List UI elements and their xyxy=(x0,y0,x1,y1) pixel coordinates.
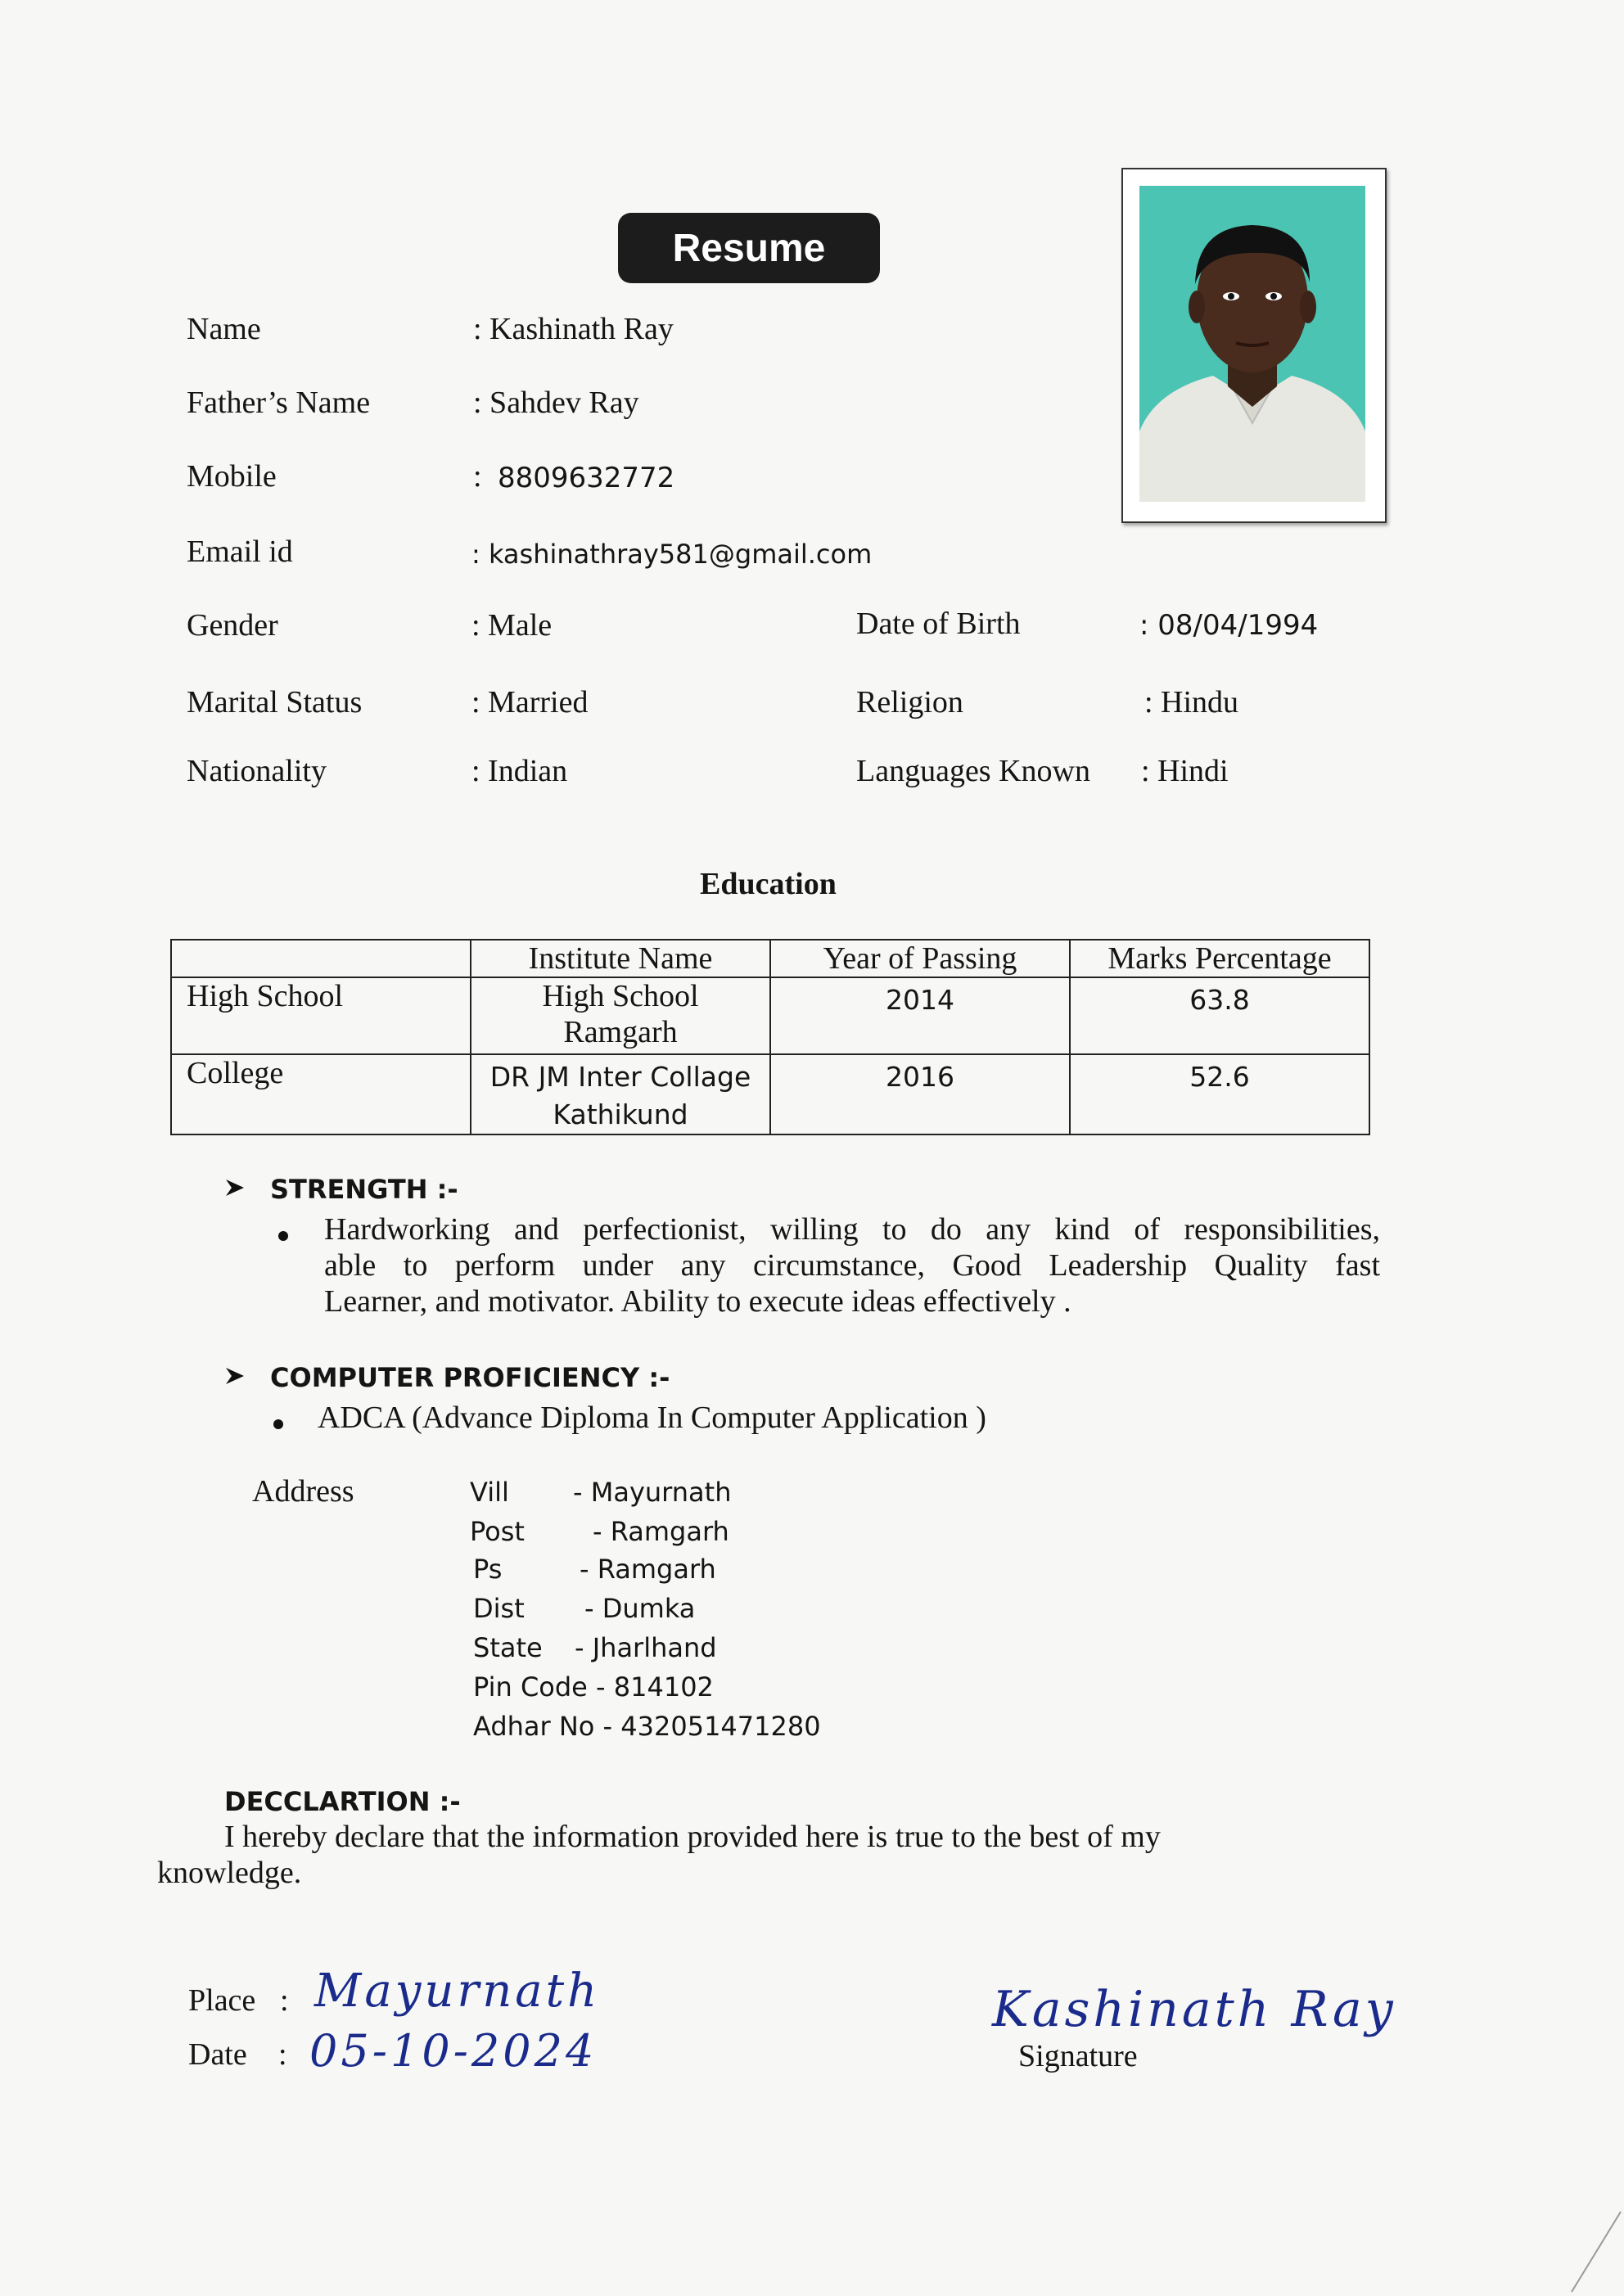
date-handwritten: 05-10-2024 xyxy=(309,2025,598,2077)
profile-photo xyxy=(1121,168,1387,523)
bullet-icon xyxy=(278,1231,288,1241)
computer-proficiency-heading: COMPUTER PROFICIENCY :- xyxy=(270,1362,670,1393)
father-name-label: Father’s Name xyxy=(187,386,371,420)
table-cell-level: High School xyxy=(171,977,471,1054)
signature-handwritten: Kashinath Ray xyxy=(992,1981,1396,2038)
address-ps-value: - Ramgarh xyxy=(580,1554,716,1585)
strength-text xyxy=(324,1211,1380,1319)
arrow-bullet-icon xyxy=(224,1177,246,1202)
gender-label: Gender xyxy=(187,608,278,643)
institute-line: DR JM Inter Collage xyxy=(489,1061,751,1093)
nationality-label: Nationality xyxy=(187,754,327,788)
table-cell-year: 2014 xyxy=(770,977,1070,1054)
languages-value: : Hindi xyxy=(1141,754,1229,788)
dob-label: Date of Birth xyxy=(856,607,1021,641)
address-ps-label: Ps xyxy=(473,1554,503,1585)
strength-line: able to perform under any circumstance, Good Leadership Quality fast xyxy=(324,1248,1380,1283)
table-cell-marks: 52.6 xyxy=(1070,1054,1369,1134)
address-vill-value: - Mayurnath xyxy=(573,1477,732,1508)
table-row xyxy=(171,1054,1369,1134)
address-state-label: State xyxy=(473,1632,543,1663)
computer-proficiency-item: ADCA (Advance Diploma In Computer Application ) xyxy=(318,1401,986,1435)
strength-heading: STRENGTH :- xyxy=(270,1174,458,1205)
institute-line: High School xyxy=(542,979,699,1013)
bullet-icon xyxy=(273,1419,283,1429)
email-label: Email id xyxy=(187,535,293,569)
declaration-line: I hereby declare that the information provided here is true to the best of my xyxy=(224,1820,1161,1854)
table-header-cell: Marks Percentage xyxy=(1070,940,1369,977)
address-dist-label: Dist xyxy=(473,1593,525,1624)
languages-label: Languages Known xyxy=(856,754,1090,788)
address-post-value: - Ramgarh xyxy=(593,1516,729,1547)
address-label: Address xyxy=(252,1474,354,1509)
place-handwritten: Mayurnath xyxy=(314,1964,601,2018)
education-heading: Education xyxy=(700,867,837,901)
mobile-colon: : xyxy=(473,459,482,494)
table-row xyxy=(171,977,1369,1054)
father-name-value: : Sahdev Ray xyxy=(473,386,639,420)
religion-value: : Hindu xyxy=(1144,685,1239,719)
table-header-cell: Year of Passing xyxy=(770,940,1070,977)
profile-photo-image xyxy=(1139,186,1365,502)
table-cell-level: College xyxy=(171,1054,471,1134)
education-table xyxy=(170,939,1370,1135)
mobile-value: 8809632772 xyxy=(498,462,675,494)
name-value: : Kashinath Ray xyxy=(473,312,674,346)
strength-line: Hardworking and perfectionist, willing to do any kind of responsibilities, xyxy=(324,1212,1380,1247)
date-label: Date xyxy=(188,2037,247,2072)
signature-label: Signature xyxy=(1018,2039,1138,2073)
email-value: : kashinathray581@gmail.com xyxy=(471,539,873,570)
date-colon: : xyxy=(278,2037,287,2072)
dob-value: : 08/04/1994 xyxy=(1139,609,1319,642)
table-header-row xyxy=(171,940,1369,977)
table-cell-institute xyxy=(471,977,770,1054)
address-state-value: - Jharlhand xyxy=(575,1632,717,1663)
table-cell-year: 2016 xyxy=(770,1054,1070,1134)
address-adhar-no: Adhar No - 432051471280 xyxy=(473,1711,821,1742)
page-fold-decoration xyxy=(1555,2210,1624,2296)
resume-title-badge xyxy=(618,213,880,283)
table-header-cell xyxy=(171,940,471,977)
address-dist-value: - Dumka xyxy=(584,1593,696,1624)
table-cell-institute xyxy=(471,1054,770,1134)
strength-line: Learner, and motivator. Ability to execute ideas effectively . xyxy=(324,1284,1071,1319)
mobile-label: Mobile xyxy=(187,459,277,494)
resume-title: Resume xyxy=(672,226,826,270)
address-pin-code: Pin Code - 814102 xyxy=(473,1671,714,1703)
nationality-value: : Indian xyxy=(471,754,568,788)
gender-value: : Male xyxy=(471,608,553,643)
marital-status-label: Marital Status xyxy=(187,685,363,719)
institute-line: Kathikund xyxy=(553,1098,688,1130)
table-header-cell: Institute Name xyxy=(471,940,770,977)
place-colon: : xyxy=(280,1983,289,2018)
name-label: Name xyxy=(187,312,261,346)
table-cell-marks: 63.8 xyxy=(1070,977,1369,1054)
declaration-line: knowledge. xyxy=(157,1856,302,1890)
institute-line: Ramgarh xyxy=(563,1015,678,1049)
place-label: Place xyxy=(188,1983,256,2018)
address-post-label: Post xyxy=(470,1516,525,1547)
religion-label: Religion xyxy=(856,685,963,719)
arrow-bullet-icon xyxy=(224,1365,246,1391)
address-vill-label: Vill xyxy=(470,1477,509,1508)
marital-status-value: : Married xyxy=(471,685,589,719)
declaration-heading: DECCLARTION :- xyxy=(224,1786,461,1817)
